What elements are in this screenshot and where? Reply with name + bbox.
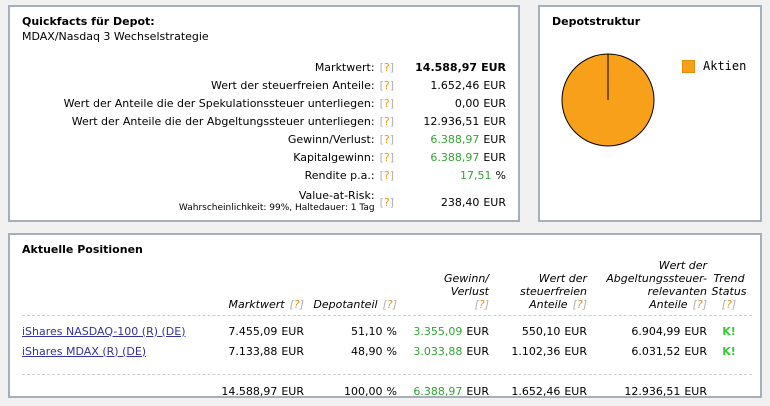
total-gewinn: 6.388,97 EUR <box>413 384 489 398</box>
rendite-label: Rendite p.a.: <box>304 169 375 182</box>
mdax-marktwert: 7.133,88 EUR <box>228 344 304 358</box>
quickfacts-row-abgeltungssteuer <box>18 113 506 131</box>
nasdaq-depotanteil: 51,10 % <box>351 324 397 338</box>
spekulationssteuer-label: Wert der Anteile die der Spekulationssteuer unterliegen: <box>63 97 375 110</box>
total-abgeltung: 12.936,51 EUR <box>624 384 707 398</box>
quickfacts-row-steuerfrei <box>18 77 506 95</box>
position-link-mdax[interactable]: iShares MDAX (R) (DE) <box>22 344 147 358</box>
position-link-nasdaq[interactable]: iShares NASDAQ-100 (R) (DE) <box>22 324 186 338</box>
chart-legend <box>682 59 746 73</box>
help-icon[interactable]: [?] <box>379 115 394 128</box>
table-body <box>22 316 752 398</box>
help-icon[interactable]: [?] <box>379 61 394 74</box>
nasdaq-trend-status: K! <box>722 324 736 338</box>
nasdaq-steuerfrei: 550,10 EUR <box>521 324 587 338</box>
help-icon[interactable]: [?] <box>382 298 397 311</box>
abgeltungssteuer-label: Wert der Anteile die der Abgeltungssteuer unterliegen: <box>71 115 375 128</box>
gewinn-verlust-label: Gewinn/Verlust: <box>287 133 375 146</box>
help-icon[interactable]: [?] <box>474 298 489 311</box>
rendite-value: 17,51 % <box>460 169 506 182</box>
value-at-risk-sublabel: Wahrscheinlichkeit: 99%, Haltedauer: 1 Tag <box>178 203 375 213</box>
value-at-risk-value: 238,40 EUR <box>440 195 506 209</box>
value-at-risk-label: Value-at-Risk: Wahrscheinlichkeit: 99%, Haltedauer: 1 Tag <box>178 189 375 213</box>
mdax-gewinn: 3.033,88 EUR <box>413 344 489 358</box>
mdax-depotanteil: 48,90 % <box>351 344 397 358</box>
column-header-steuerfreie-anteile: Wert der steuerfreien Anteile [?] <box>519 272 587 311</box>
steuerfrei-label: Wert der steuerfreien Anteile: <box>211 79 375 92</box>
kapitalgewinn-label: Kapitalgewinn: <box>293 151 375 164</box>
table-total-row <box>22 374 752 398</box>
quickfacts-row-kapitalgewinn <box>18 149 506 167</box>
pie-chart <box>558 50 658 150</box>
mdax-trend-status: K! <box>722 344 736 358</box>
quickfacts-row-gewinn-verlust <box>18 131 506 149</box>
legend-label-aktien: Aktien <box>703 59 747 73</box>
help-icon[interactable]: [?] <box>721 298 737 311</box>
marktwert-label: Marktwert: <box>314 61 375 74</box>
quickfacts-row-spekulationssteuer <box>18 95 506 113</box>
depotstruktur-panel <box>538 5 762 222</box>
nasdaq-marktwert: 7.455,09 EUR <box>228 324 304 338</box>
help-icon[interactable]: [?] <box>572 298 587 311</box>
total-steuerfrei: 1.652,46 EUR <box>511 384 587 398</box>
spekulationssteuer-value: 0,00 EUR <box>454 97 506 110</box>
total-depotanteil: 100,00 % <box>344 384 397 398</box>
table-row-mdax <box>22 341 752 361</box>
help-icon[interactable]: [?] <box>692 298 707 311</box>
depot-strategy-name: MDAX/Nasdaq 3 Wechselstrategie <box>22 30 209 43</box>
quickfacts-rows <box>18 59 506 219</box>
positions-title: Aktuelle Positionen <box>22 243 143 256</box>
help-icon[interactable]: [?] <box>379 97 394 110</box>
kapitalgewinn-value: 6.388,97 EUR <box>430 151 506 164</box>
legend-swatch-aktien <box>682 60 695 73</box>
positions-panel <box>8 233 762 398</box>
total-marktwert: 14.588,97 EUR <box>221 384 304 398</box>
pie-chart-svg <box>558 50 658 150</box>
gewinn-verlust-value: 6.388,97 EUR <box>430 133 506 146</box>
column-header-trend-status: Trend Status [?] <box>711 272 747 311</box>
column-header-abgeltungssteuer-anteile: Wert der Abgeltungssteuer- relevanten Anteile [?] <box>606 259 707 311</box>
help-icon[interactable]: [?] <box>379 169 394 182</box>
quickfacts-row-marktwert <box>18 59 506 77</box>
column-header-gewinn-verlust: Gewinn/ Verlust [?] <box>444 272 489 311</box>
depotstruktur-title: Depotstruktur <box>552 15 641 28</box>
quickfacts-title: Quickfacts für Depot: <box>22 15 155 28</box>
positions-table <box>22 259 752 398</box>
help-icon[interactable]: [?] <box>379 79 394 92</box>
marktwert-value: 14.588,97 EUR <box>415 61 506 74</box>
steuerfrei-value: 1.652,46 EUR <box>430 79 506 92</box>
help-icon[interactable]: [?] <box>289 298 304 311</box>
column-header-depotanteil: Depotanteil [?] <box>313 298 397 311</box>
help-icon[interactable]: [?] <box>379 133 394 146</box>
nasdaq-gewinn: 3.355,09 EUR <box>413 324 489 338</box>
table-header-row <box>22 259 752 316</box>
abgeltungssteuer-value: 12.936,51 EUR <box>423 115 506 128</box>
nasdaq-abgeltung: 6.904,99 EUR <box>631 324 707 338</box>
mdax-steuerfrei: 1.102,36 EUR <box>511 344 587 358</box>
quickfacts-row-rendite <box>18 167 506 185</box>
help-icon[interactable]: [?] <box>379 195 394 209</box>
quickfacts-row-value-at-risk <box>18 185 506 219</box>
table-row-nasdaq <box>22 321 752 341</box>
mdax-abgeltung: 6.031,52 EUR <box>631 344 707 358</box>
quickfacts-panel <box>8 5 520 222</box>
column-header-marktwert: Marktwert [?] <box>228 298 304 311</box>
help-icon[interactable]: [?] <box>379 151 394 164</box>
